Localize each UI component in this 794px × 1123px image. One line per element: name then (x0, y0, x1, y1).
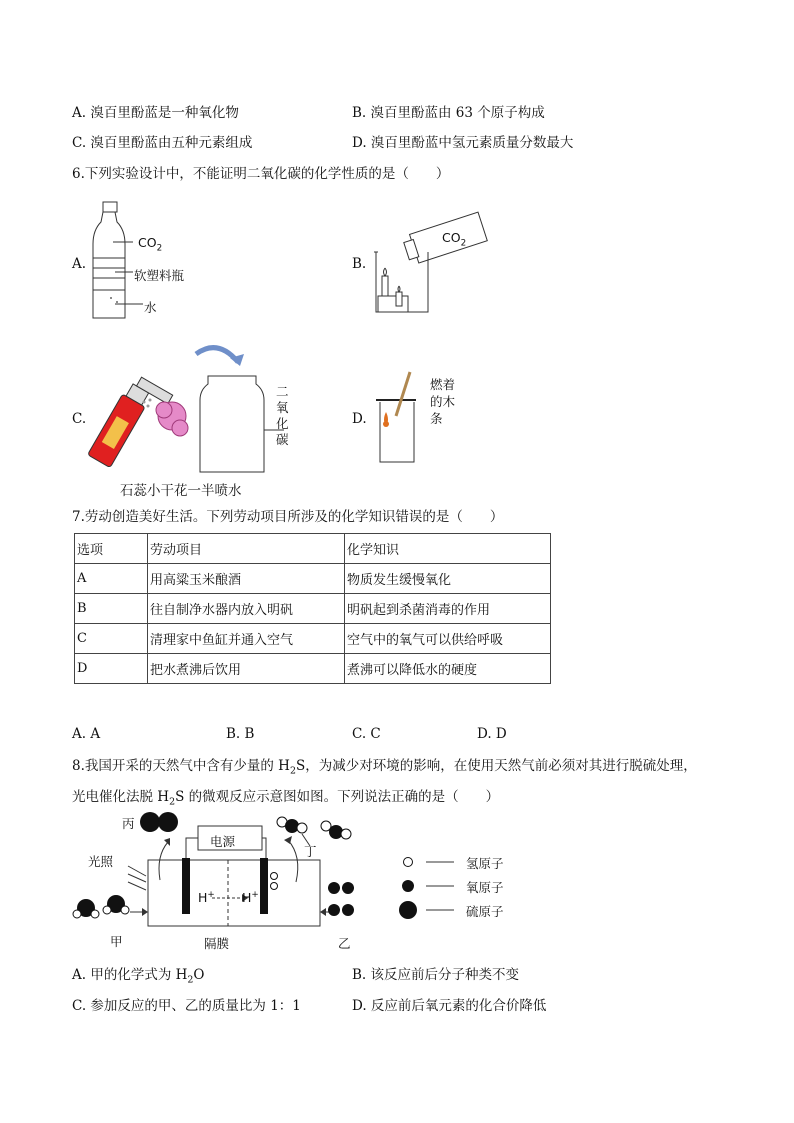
q7-option-c: C. C (352, 726, 381, 742)
table-row (75, 624, 551, 654)
q6-d-stick-label: 燃着 的木 条 (430, 377, 456, 426)
diagram-label-membrane: 隔膜 (204, 936, 230, 951)
q5-option-a: A. 溴百里酚蓝是一种氧化物 (72, 105, 239, 121)
table-cell: 把水煮沸后饮用 (148, 654, 345, 684)
table-row (75, 594, 551, 624)
q8-option-a: A. 甲的化学式为 $H_2O$ (72, 967, 205, 986)
diagram-label-hplus-left: H+ (198, 890, 215, 906)
legend-oxygen-label: 氧原子 (466, 880, 504, 895)
diagram-label-jia: 甲 (110, 934, 123, 949)
q6-b-label: B. (352, 256, 367, 272)
q8-option-d: D. 反应前后氧元素的化合价降低 (352, 998, 547, 1014)
q7-stem: 7.劳动创造美好生活。下列劳动项目所涉及的化学知识错误的是（ ） (72, 509, 504, 525)
q6-a-bottle-label: 软塑料瓶 (134, 268, 185, 283)
diagram-label-yi: 乙 (338, 936, 351, 951)
table-row (75, 564, 551, 594)
table-cell: 清理家中鱼缸并通入空气 (148, 624, 345, 654)
q6-a-water-label: 水 (144, 300, 157, 315)
q6-a-label: A. (72, 256, 87, 272)
labor-table (74, 533, 551, 684)
q7-option-a: A. A (72, 726, 101, 742)
diagram-label-hplus-right: H+ (242, 890, 259, 906)
q5-option-d: D. 溴百里酚蓝中氢元素质量分数最大 (352, 135, 574, 151)
q6-a-co2-label: $CO_2$ (138, 235, 163, 254)
legend-hydrogen-label: 氢原子 (466, 856, 504, 871)
q8-stem-line1: 8.我国开采的天然气中含有少量的 $H_2S$，为减少对环境的影响，在使用天然气前必须对其进行脱硫处理， (72, 758, 697, 777)
q8-stem-line2: 光电催化法脱 $H_2S$ 的微观反应示意图如图。下列说法正确的是（ ） (72, 789, 500, 808)
q7-option-b: B. B (226, 726, 255, 742)
diagram-label-ding: 丁 (304, 844, 317, 859)
table-cell: 明矾起到杀菌消毒的作用 (345, 594, 551, 624)
q6-c-label: C. (72, 411, 87, 427)
diagram-label-power: 电源 (210, 834, 236, 849)
table-cell: 煮沸可以降低水的硬度 (345, 654, 551, 684)
q8-option-b: B. 该反应前后分子种类不变 (352, 967, 520, 983)
table-cell: 物质发生缓慢氧化 (345, 564, 551, 594)
beaker-candles-figure (370, 208, 500, 320)
table-header-row (75, 534, 551, 564)
table-cell: A (75, 564, 148, 594)
diagram-label-bing: 丙 (122, 816, 135, 831)
table-row (75, 654, 551, 684)
table-cell: 往自制净水器内放入明矾 (148, 594, 345, 624)
table-header-cell: 化学知识 (345, 534, 551, 564)
table-cell: C (75, 624, 148, 654)
q6-stem: 6.下列实验设计中，不能证明二氧化碳的化学性质的是（ ） (72, 166, 450, 182)
table-cell: B (75, 594, 148, 624)
legend-sulfur-label: 硫原子 (466, 904, 504, 919)
q7-option-d: D. D (477, 726, 507, 742)
q6-d-label: D. (352, 411, 367, 427)
table-cell: 用高粱玉米酿酒 (148, 564, 345, 594)
q5-option-b: B. 溴百里酚蓝由 63 个原子构成 (352, 105, 545, 121)
q6-b-co2-label: $CO_2$ (442, 230, 467, 249)
table-header-cell: 选项 (75, 534, 148, 564)
q6-c-gas-label: 二 氧 化 碳 (276, 384, 289, 447)
q5-option-c: C. 溴百里酚蓝由五种元素组成 (72, 135, 253, 151)
burning-stick-figure (372, 368, 432, 466)
q6-c-caption: 石蕊小干花一半喷水 (120, 483, 242, 499)
spray-flower-figure (88, 336, 298, 478)
table-cell: 空气中的氧气可以供给呼吸 (345, 624, 551, 654)
diagram-label-light: 光照 (88, 854, 114, 869)
table-cell: D (75, 654, 148, 684)
table-header-cell: 劳动项目 (148, 534, 345, 564)
q8-option-c: C. 参加反应的甲、乙的质量比为 1：1 (72, 998, 301, 1014)
